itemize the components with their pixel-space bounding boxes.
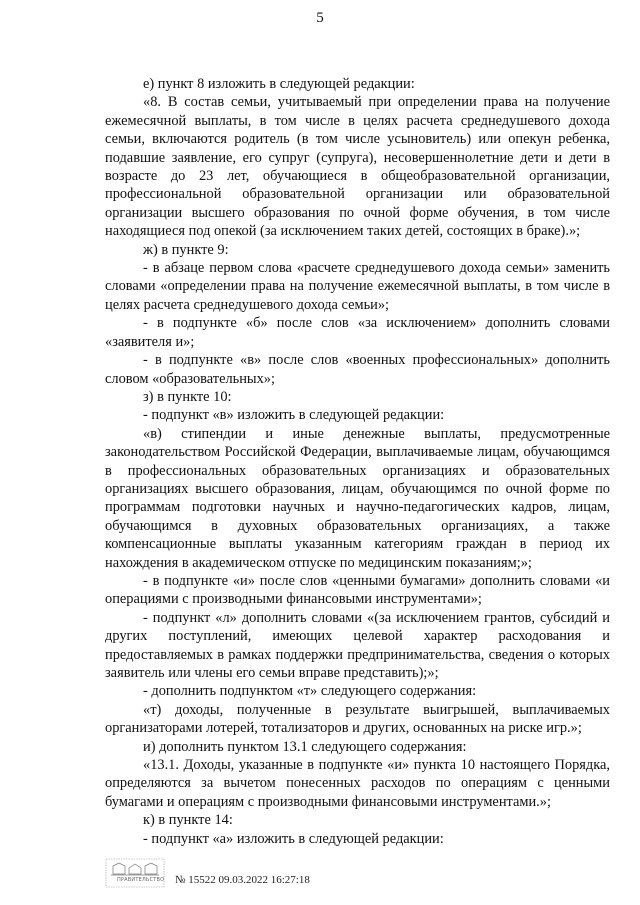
paragraph: з) в пункте 10: [143, 388, 232, 405]
paragraph: к) в пункте 14: [143, 812, 233, 829]
paragraph: «13.1. Доходы, указанные в подпункте «и» пункта 10 настоящего Порядка, определяются за вычетом понесенных расходов по операциям с ценными бумагами и операциям с производными финансовыми инструментами.»; [105, 757, 610, 810]
stamp-text: ПРАВИТЕЛЬСТВО [117, 877, 165, 883]
paragraph: ж) в пункте 9: [143, 241, 229, 258]
paragraph: - в подпункте «и» после слов «ценными бумагами» дополнить словами «и операциями с производными финансовыми инструментами»; [105, 572, 610, 608]
document-registration-number: № 15522 09.03.2022 16:27:18 [175, 874, 310, 886]
footer [105, 858, 405, 898]
paragraph: - подпункт «в» изложить в следующей редакции: [143, 407, 445, 424]
paragraph: «в) стипендии и иные денежные выплаты, предусмотренные законодательством Российской Федерации, выплачиваемые лицам, обучающимся в профессиональных образовательных организациях и образовательных организациях высшего образования, лицам, обучающимся по очной форме по программам подготовки научных и научно-педагогических кадров, лицам, обучающимся в духовных образовательных организациях, а также компенсационные выплаты указанным категориям граждан в период их нахождения в академическом отпуске по медицинским показаниям;»; [105, 425, 610, 571]
paragraph: - дополнить подпунктом «т» следующего содержания: [143, 683, 477, 700]
paragraph: е) пункт 8 изложить в следующей редакции: [143, 76, 415, 92]
page-number: 5 [316, 10, 324, 26]
paragraph: «т) доходы, полученные в результате выигрышей, выплачиваемых организаторами лотерей, тотализаторов и других, основанных на риске игр.»; [105, 701, 610, 737]
paragraph: - в подпункте «в» после слов «военных профессиональных» дополнить словом «образовательных»; [105, 352, 610, 387]
paragraph: - подпункт «л» дополнить словами «(за исключением грантов, субсидий и других поступлений, имеющих целевой характер расходования и предоставляемых в рамках поддержки предпринимательства, сведения о которых заявитель или члены его семьи вправе представить);»; [105, 609, 610, 681]
government-stamp-icon [105, 858, 165, 888]
paragraph: - в подпункте «б» после слов «за исключением» дополнить словами «заявителя и»; [105, 315, 610, 350]
document-body [105, 75, 610, 848]
paragraph: - подпункт «а» изложить в следующей редакции: [143, 830, 444, 847]
paragraph: - в абзаце первом слова «расчете среднедушевого дохода семьи» заменить словами «определении права на получение ежемесячной выплаты, в том числе в целях расчета среднедушевого дохода семьи»; [105, 260, 610, 313]
paragraph: и) дополнить пунктом 13.1 следующего содержания: [143, 738, 467, 755]
paragraph: «8. В состав семьи, учитываемый при определении права на получение ежемесячной выплаты, в том числе в целях расчета среднедушевого дохода семьи, включаются родитель (в том числе усыновитель) или опекун ребенка, подавшие заявление, его супруг (супруга), несовершеннолетние дети и дети в возрасте до 23 лет, обучающиеся в общеобразовательной организации, профессиональной образовательной организации или образовательной организации высшего образования по очной форме обучения, в том числе находящиеся под опекой (за исключением таких детей, состоящих в браке).»; [105, 94, 610, 240]
